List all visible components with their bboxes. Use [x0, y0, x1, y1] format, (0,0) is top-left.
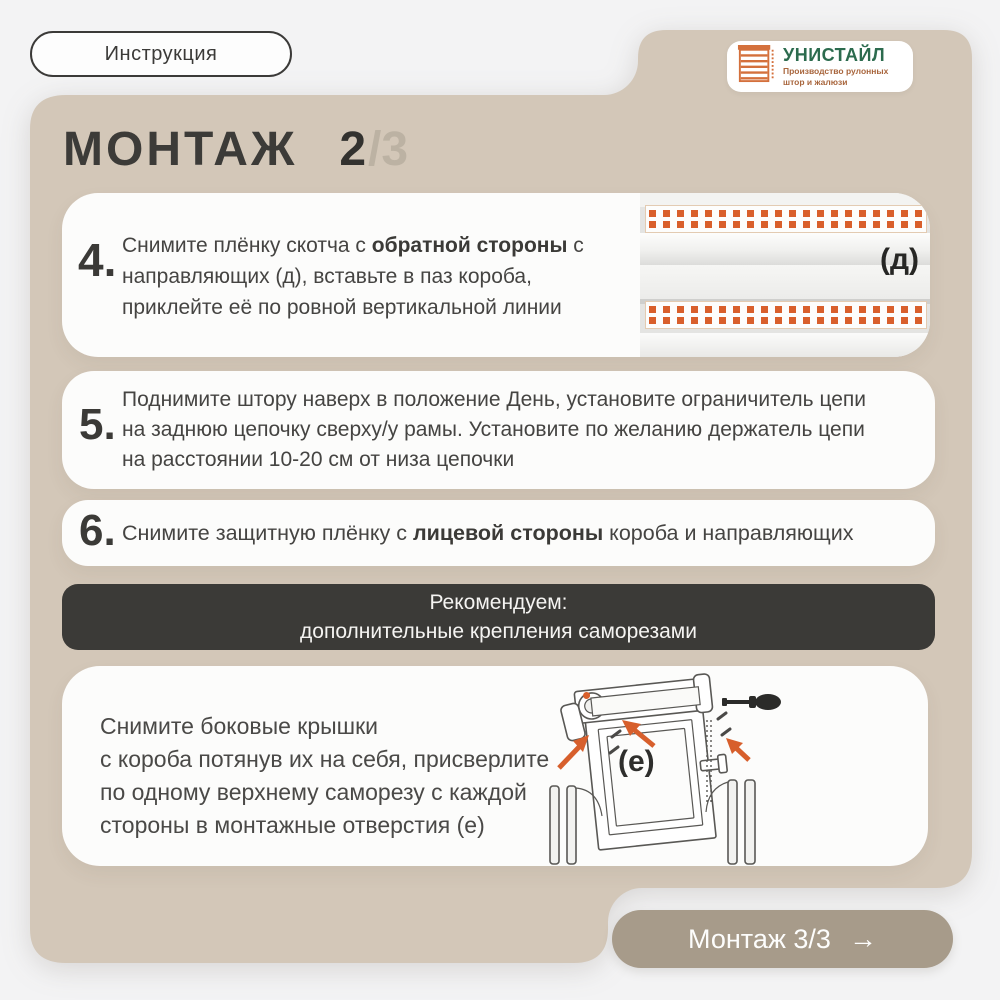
step-6-text: Снимите защитную плёнку с лицевой стороны короба и направляющих [122, 520, 854, 545]
title-page-current: 2 [339, 123, 367, 176]
step-5-text: Поднимите штору наверх в положение День, установите ограничитель цепи на заднюю цепочку сверху/у рамы. Установите по желанию держатель цепи на расстоянии 10-20 см от низа цепочки [122, 388, 867, 471]
final-step-card [62, 666, 928, 866]
logo-brand: УНИСТАЙЛ [783, 44, 886, 65]
title-page-total: 3 [381, 123, 409, 176]
adhesive-tape-strip-top [645, 205, 927, 233]
step-5-card [62, 371, 935, 489]
instruction-badge[interactable] [30, 31, 292, 77]
logo-tagline: Производство рулонных штор и жалюзи [783, 65, 889, 87]
final-step-text: Снимите боковые крышки с короба потянув их на себя, присверлите по одному верхнему саморезу с каждой стороны в монтажные отверстия (е) [100, 713, 550, 838]
recommendation-line1: Рекомендуем: [429, 591, 568, 614]
recommendation-banner [62, 584, 935, 650]
next-step-button[interactable] [612, 910, 953, 968]
recommendation-line2: дополнительные крепления саморезами [300, 620, 697, 643]
installation-diagram [542, 668, 792, 866]
diagram-label-e: (е) [618, 745, 655, 778]
title-text: МОНТАЖ [63, 123, 298, 176]
step-4-text: Снимите плёнку скотча с обратной стороны с направляющих (д), вставьте в паз короба, приклейте её по ровной вертикальной линии [122, 234, 584, 319]
step-5-number: 5. [79, 400, 116, 449]
step-6-card [62, 500, 935, 566]
next-step-label: Монтаж 3/3 [688, 923, 831, 954]
step-6-number: 6. [79, 506, 116, 555]
photo-label-d: (д) [880, 243, 920, 276]
title-page-separator: / [368, 123, 382, 176]
rails-photo [640, 193, 930, 357]
blinds-icon [737, 44, 775, 89]
instruction-badge-label: Инструкция [104, 42, 218, 65]
adhesive-tape-strip-bottom [645, 301, 927, 329]
step-4-card [62, 193, 930, 357]
page-title [63, 122, 408, 177]
logo [727, 41, 913, 92]
step-4-number: 4. [78, 234, 117, 286]
screwdriver-icon [722, 694, 781, 710]
arrow-right-icon: → [848, 923, 877, 954]
